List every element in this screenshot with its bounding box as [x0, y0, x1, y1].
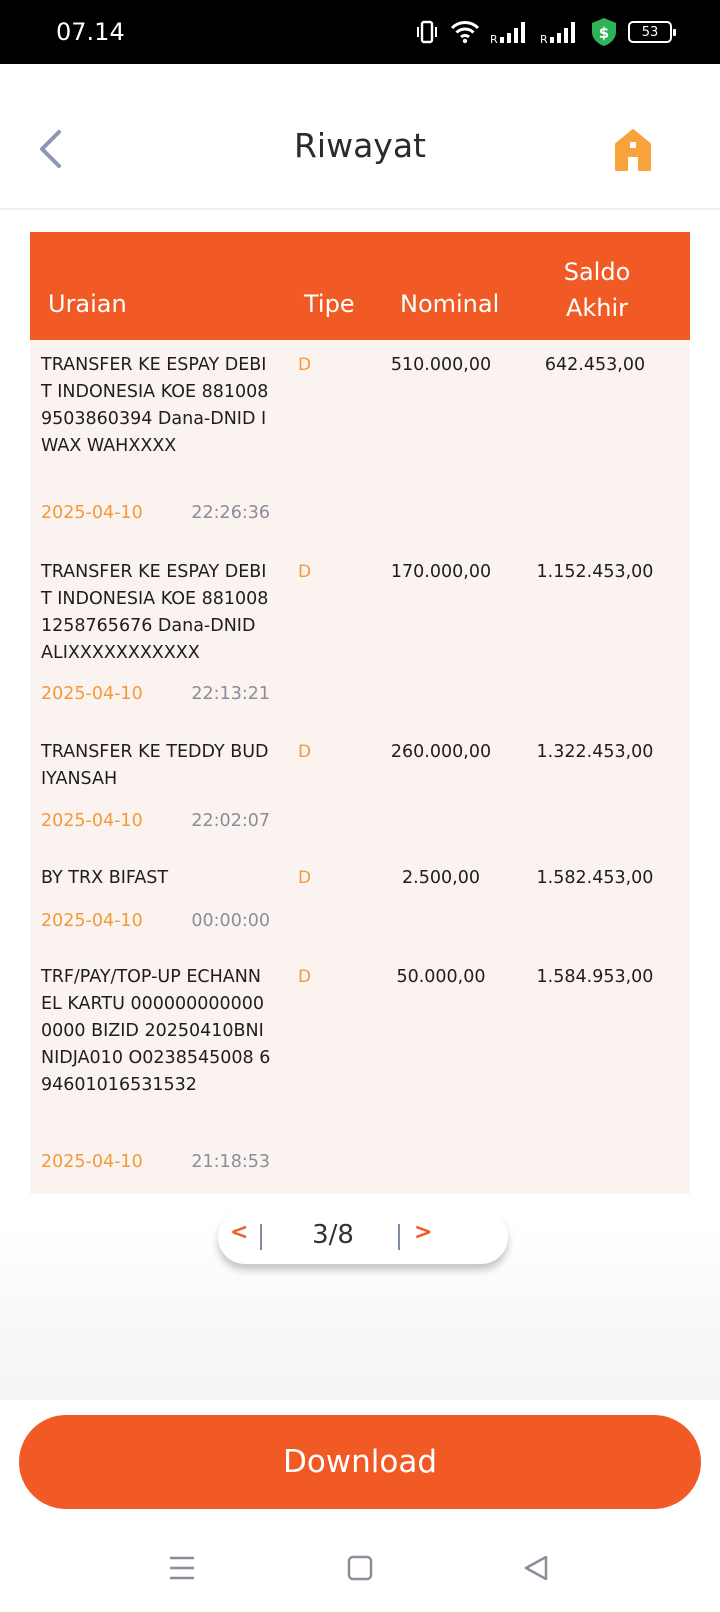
- menu-icon[interactable]: [168, 1554, 196, 1587]
- table-header: [30, 232, 690, 340]
- row-time: 22:26:36: [191, 503, 270, 523]
- home-square-icon[interactable]: [346, 1554, 374, 1587]
- row-date: 2025-04-10: [41, 1152, 143, 1172]
- row-time: 00:00:00: [191, 911, 270, 931]
- row-amount: 2.500,00: [402, 868, 480, 888]
- row-type: D: [298, 967, 312, 987]
- row-date: 2025-04-10: [41, 503, 143, 523]
- app-header: [0, 64, 720, 210]
- page-indicator: 3/8: [312, 1220, 354, 1250]
- battery-icon: 53: [628, 21, 672, 43]
- table-row[interactable]: [30, 547, 690, 727]
- pager-divider: [398, 1224, 400, 1250]
- row-time: 21:18:53: [191, 1152, 270, 1172]
- row-balance: 1.582.453,00: [536, 868, 654, 888]
- col-header-tipe: Tipe: [304, 290, 355, 318]
- col-header-uraian: Uraian: [48, 290, 127, 318]
- row-description: BY TRX BIFAST: [41, 868, 169, 888]
- home-icon: [614, 159, 652, 176]
- home-button[interactable]: [614, 128, 658, 174]
- svg-text:R: R: [540, 33, 548, 45]
- table-row[interactable]: [30, 952, 690, 1194]
- vibrate-icon: [414, 19, 440, 45]
- row-description: TRANSFER KE ESPAY DEBIT INDONESIA KOE 8810081258765676 Dana-DNID ALIXXXXXXXXXXX: [41, 562, 269, 663]
- row-type: D: [298, 868, 312, 888]
- table-row[interactable]: [30, 727, 690, 853]
- row-amount: 260.000,00: [390, 742, 492, 762]
- history-table: [30, 232, 690, 1194]
- signal-icon: [540, 19, 580, 45]
- row-type: D: [298, 355, 312, 375]
- page-title: Riwayat: [294, 126, 426, 165]
- row-amount: 50.000,00: [396, 967, 486, 987]
- row-date: 2025-04-10: [41, 684, 143, 704]
- col-header-saldo-line1: Saldo: [563, 258, 631, 286]
- row-amount: 170.000,00: [390, 562, 492, 582]
- table-row[interactable]: [30, 340, 690, 547]
- signal-icon: [490, 19, 530, 45]
- col-header-nominal: Nominal: [400, 290, 500, 318]
- row-balance: 1.152.453,00: [536, 562, 654, 582]
- row-description: TRANSFER KE TEDDY BUDIYANSAH: [41, 742, 269, 789]
- row-balance: 1.584.953,00: [536, 967, 654, 987]
- svg-text:$: $: [598, 24, 610, 42]
- row-date: 2025-04-10: [41, 911, 143, 931]
- pagination: [218, 1210, 508, 1264]
- status-icons: [414, 16, 672, 48]
- table-row[interactable]: [30, 853, 690, 952]
- col-header-saldo-line2: Akhir: [565, 294, 629, 322]
- wifi-icon: [450, 19, 480, 45]
- table-body: [30, 340, 690, 1194]
- svg-text:R: R: [490, 33, 498, 45]
- system-nav-bar: [0, 1530, 720, 1612]
- row-amount: 510.000,00: [390, 355, 492, 375]
- next-page-button[interactable]: >: [414, 1220, 433, 1245]
- content-area: [0, 210, 720, 1400]
- row-date: 2025-04-10: [41, 811, 143, 831]
- pager-divider: [260, 1224, 262, 1250]
- col-header-saldo-akhir: [552, 254, 642, 326]
- row-balance: 1.322.453,00: [536, 742, 654, 762]
- prev-page-button[interactable]: <: [230, 1220, 249, 1245]
- download-button[interactable]: Download: [19, 1415, 701, 1509]
- row-type: D: [298, 742, 312, 762]
- shield-dollar-icon: [590, 17, 618, 47]
- status-time: 07.14: [56, 18, 125, 46]
- row-balance: 642.453,00: [544, 355, 646, 375]
- row-time: 22:13:21: [191, 684, 270, 704]
- row-type: D: [298, 562, 312, 582]
- back-triangle-icon[interactable]: [522, 1554, 550, 1587]
- status-bar: [0, 0, 720, 64]
- row-time: 22:02:07: [191, 811, 270, 831]
- row-description: TRANSFER KE ESPAY DEBIT INDONESIA KOE 8810089503860394 Dana-DNID IWAX WAHXXXX: [41, 355, 269, 456]
- row-description: TRF/PAY/TOP-UP ECHANNEL KARTU 0000000000000000 BIZID 20250410BNINIDJA010 O0238545008 694601016531532: [41, 967, 271, 1095]
